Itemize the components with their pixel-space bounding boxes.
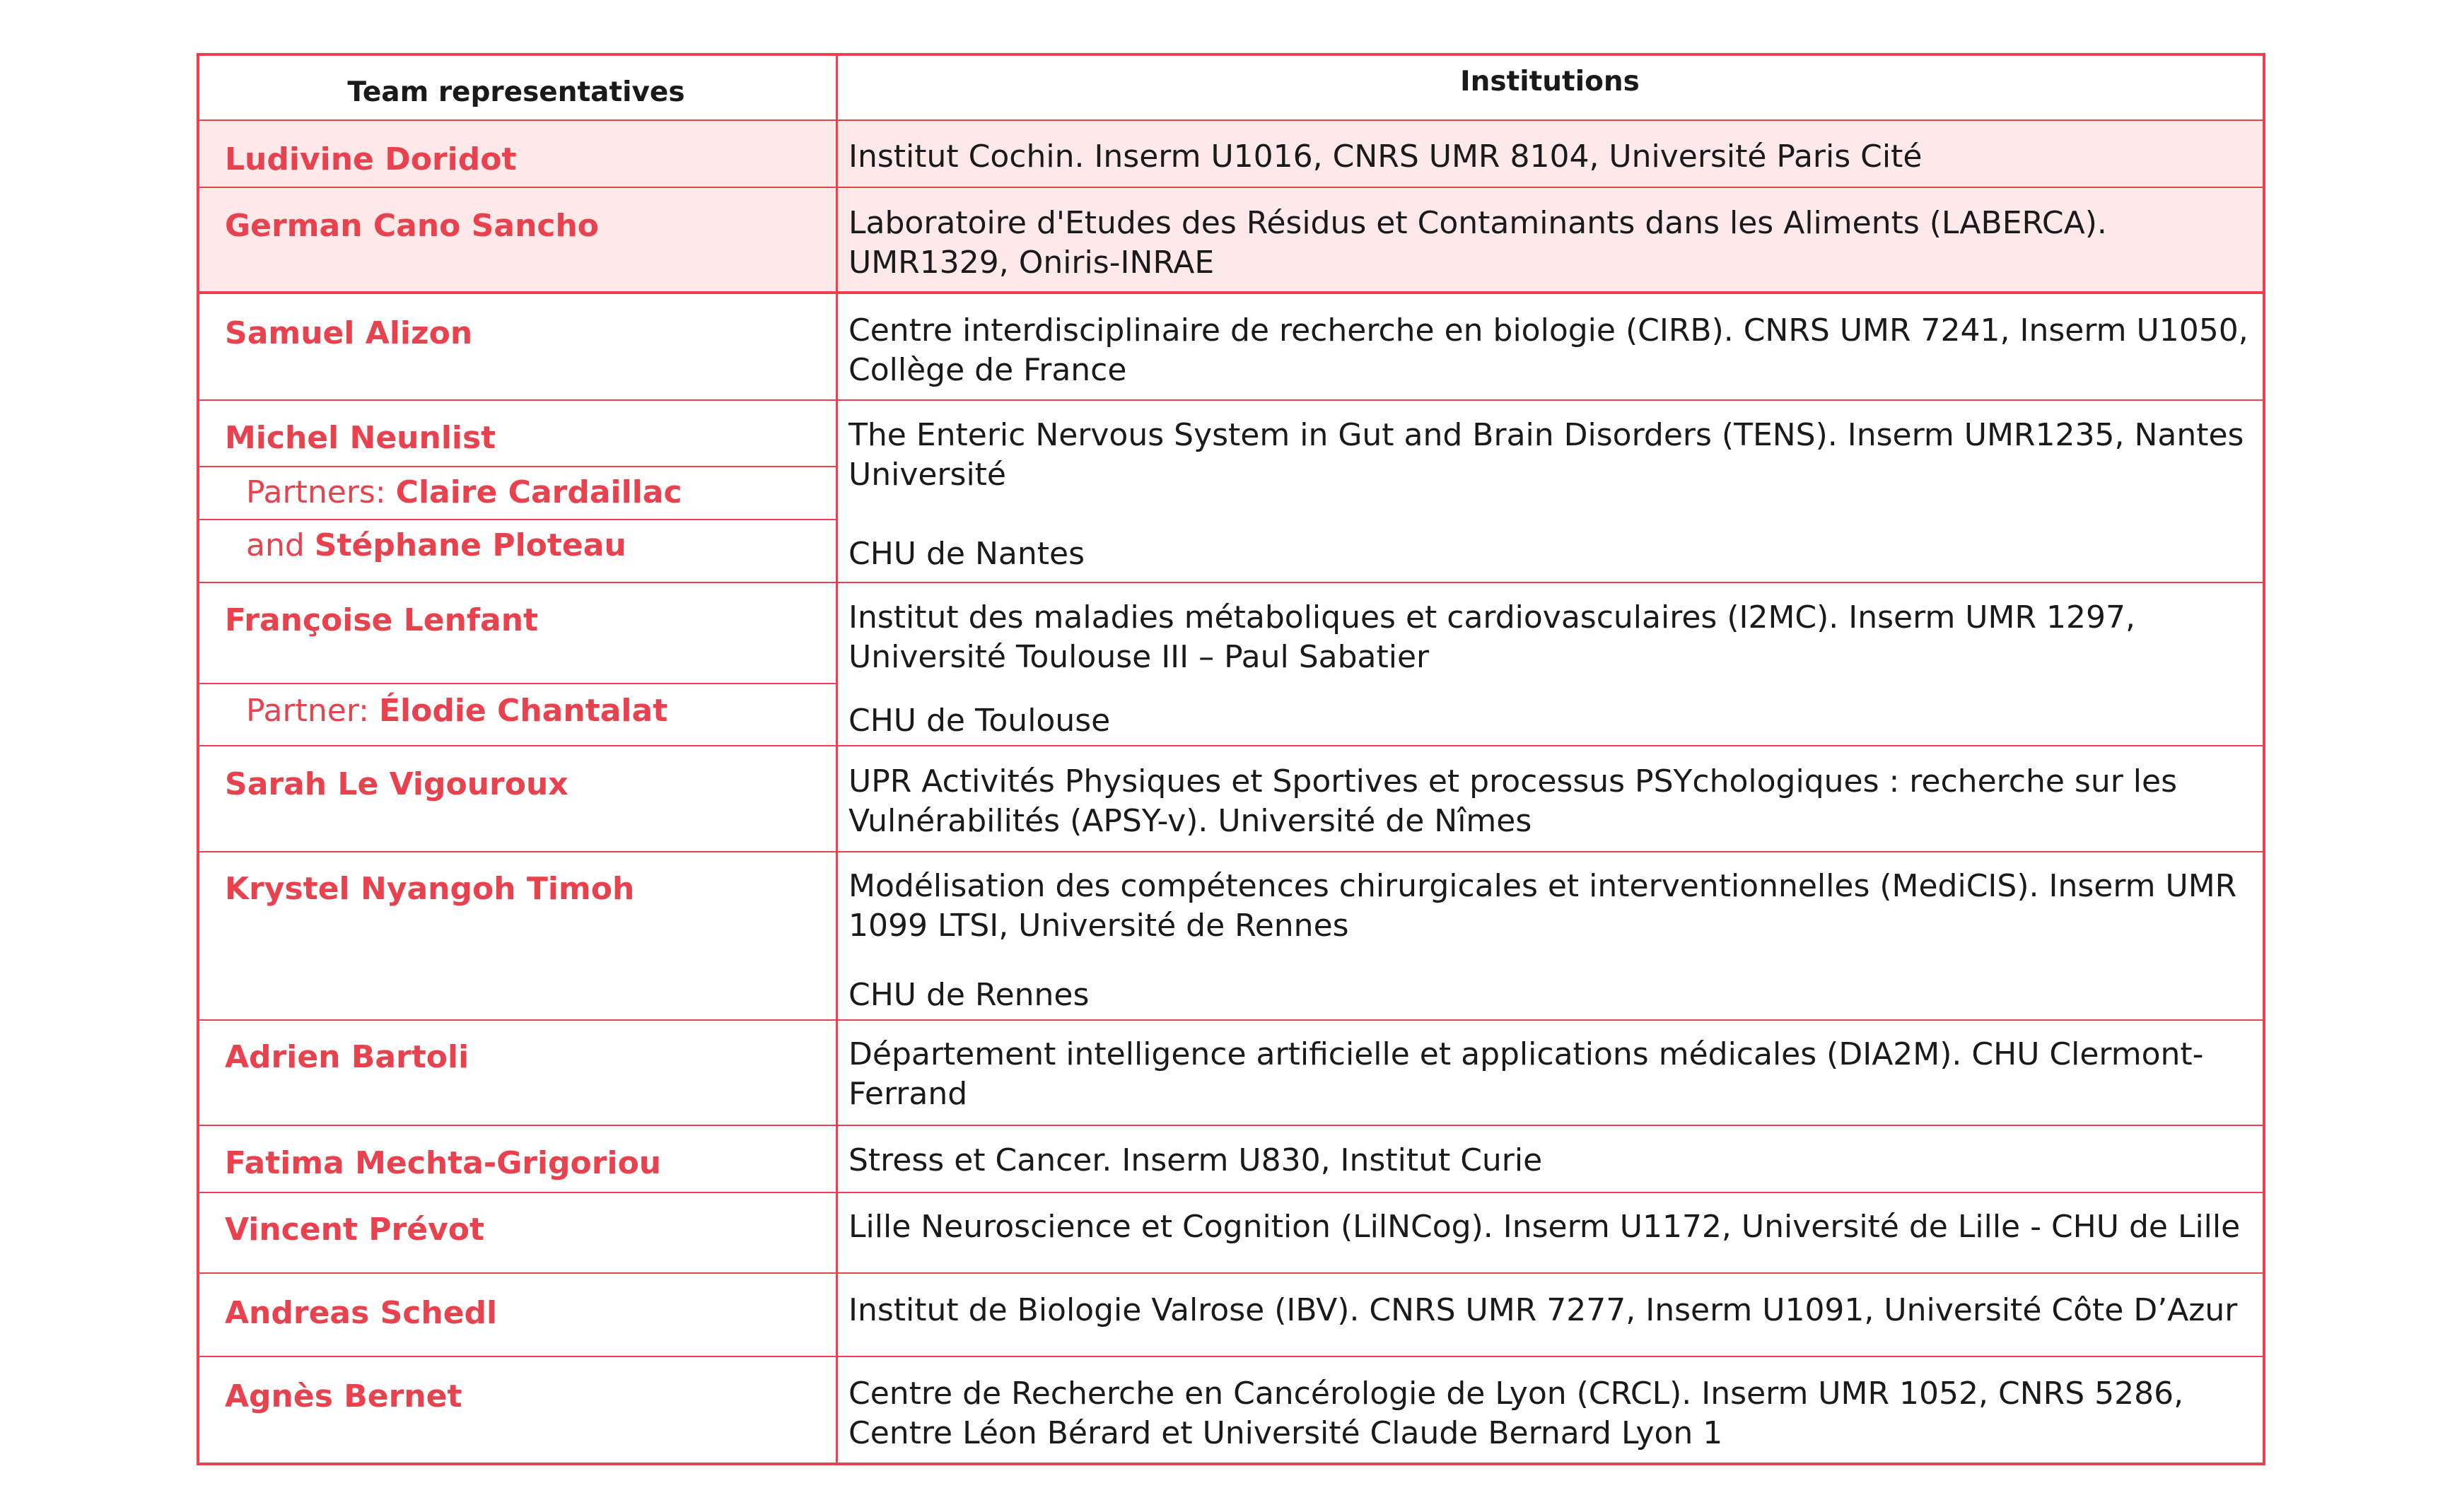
partner-label: Partner: bbox=[246, 693, 379, 729]
partner-label: and bbox=[246, 527, 315, 563]
column-divider bbox=[836, 53, 838, 1465]
institution-text: The Enteric Nervous System in Gut and Brain Disorders (TENS). Inserm UMR1235, Nantes Université bbox=[848, 417, 2244, 493]
row-rule bbox=[197, 1019, 2265, 1021]
representative-name: Vincent Prévot bbox=[225, 1212, 485, 1248]
header-institutions: Institutions bbox=[1460, 66, 1640, 98]
institution-text: Lille Neuroscience et Cognition (LilNCog). Inserm U1172, Université de Lille - CHU de Lille bbox=[848, 1209, 2241, 1245]
representative-name: Ludivine Doridot bbox=[225, 141, 517, 177]
institution-text: Institut des maladies métaboliques et cardiovasculaires (I2MC). Inserm UMR 1297, Université Toulouse III – Paul Sabatier bbox=[848, 599, 2135, 675]
partner-name: Stéphane Ploteau bbox=[314, 527, 626, 563]
representative-name: Sarah Le Vigouroux bbox=[225, 766, 568, 802]
row-rule bbox=[197, 851, 2265, 852]
row-rule bbox=[197, 187, 2265, 188]
representative-name: Agnès Bernet bbox=[225, 1378, 462, 1414]
partner-line bbox=[246, 527, 626, 563]
row-rule bbox=[197, 1356, 2265, 1357]
institution-text: Laboratoire d'Etudes des Résidus et Contaminants dans les Aliments (LABERCA). UMR1329, Oniris-INRAE bbox=[848, 205, 2107, 281]
row-rule bbox=[197, 291, 2265, 294]
institution-secondary: CHU de Nantes bbox=[848, 536, 1085, 572]
partner-line bbox=[246, 474, 682, 510]
institution-text: Centre interdisciplinaire de recherche en biologie (CIRB). CNRS UMR 7241, Inserm U1050, Collège de France bbox=[848, 312, 2248, 388]
sub-row-rule bbox=[197, 466, 836, 467]
institution-text: Institut de Biologie Valrose (IBV). CNRS UMR 7277, Inserm U1091, Université Côte D’Azur bbox=[848, 1292, 2238, 1328]
institution-secondary: CHU de Rennes bbox=[848, 977, 1090, 1013]
institution-text: UPR Activités Physiques et Sportives et processus PSYchologiques : recherche sur les Vulnérabilités (APSY-v). Université de Nîmes bbox=[848, 763, 2178, 839]
institution-text: Institut Cochin. Inserm U1016, CNRS UMR 8104, Université Paris Cité bbox=[848, 139, 1923, 175]
representative-name: Andreas Schedl bbox=[225, 1295, 498, 1331]
representative-name: Michel Neunlist bbox=[225, 420, 496, 456]
institution-text: Centre de Recherche en Cancérologie de Lyon (CRCL). Inserm UMR 1052, CNRS 5286, Centre Léon Bérard et Université Claude Bernard Lyon 1 bbox=[848, 1376, 2184, 1451]
representative-name: German Cano Sancho bbox=[225, 208, 600, 244]
header-representatives: Team representatives bbox=[347, 76, 685, 108]
row-rule bbox=[197, 582, 2265, 583]
representative-name: Adrien Bartoli bbox=[225, 1039, 469, 1075]
institution-text: Département intelligence artificielle et applications médicales (DIA2M). CHU Clermont-Ferrand bbox=[848, 1036, 2204, 1112]
representative-name: Samuel Alizon bbox=[225, 315, 473, 351]
row-rule bbox=[197, 1125, 2265, 1126]
partner-name: Claire Cardaillac bbox=[395, 474, 682, 510]
row-rule bbox=[197, 399, 2265, 401]
institution-text: Modélisation des compétences chirurgicales et interventionnelles (MediCIS). Inserm UMR 1099 LTSI, Université de Rennes bbox=[848, 868, 2237, 944]
partner-label: Partners: bbox=[246, 474, 396, 510]
header-rule bbox=[197, 119, 2265, 121]
institution-secondary: CHU de Toulouse bbox=[848, 703, 1111, 739]
representative-name: Krystel Nyangoh Timoh bbox=[225, 871, 635, 907]
row-rule bbox=[197, 1272, 2265, 1274]
partner-name: Élodie Chantalat bbox=[378, 693, 668, 729]
partner-line bbox=[246, 693, 667, 729]
row-rule bbox=[197, 745, 2265, 746]
institution-text: Stress et Cancer. Inserm U830, Institut Curie bbox=[848, 1142, 1543, 1178]
representative-name: Françoise Lenfant bbox=[225, 602, 539, 638]
sub-row-rule bbox=[197, 683, 836, 684]
sub-row-rule bbox=[197, 519, 836, 520]
representative-name: Fatima Mechta-Grigoriou bbox=[225, 1145, 662, 1181]
row-rule bbox=[197, 1192, 2265, 1193]
